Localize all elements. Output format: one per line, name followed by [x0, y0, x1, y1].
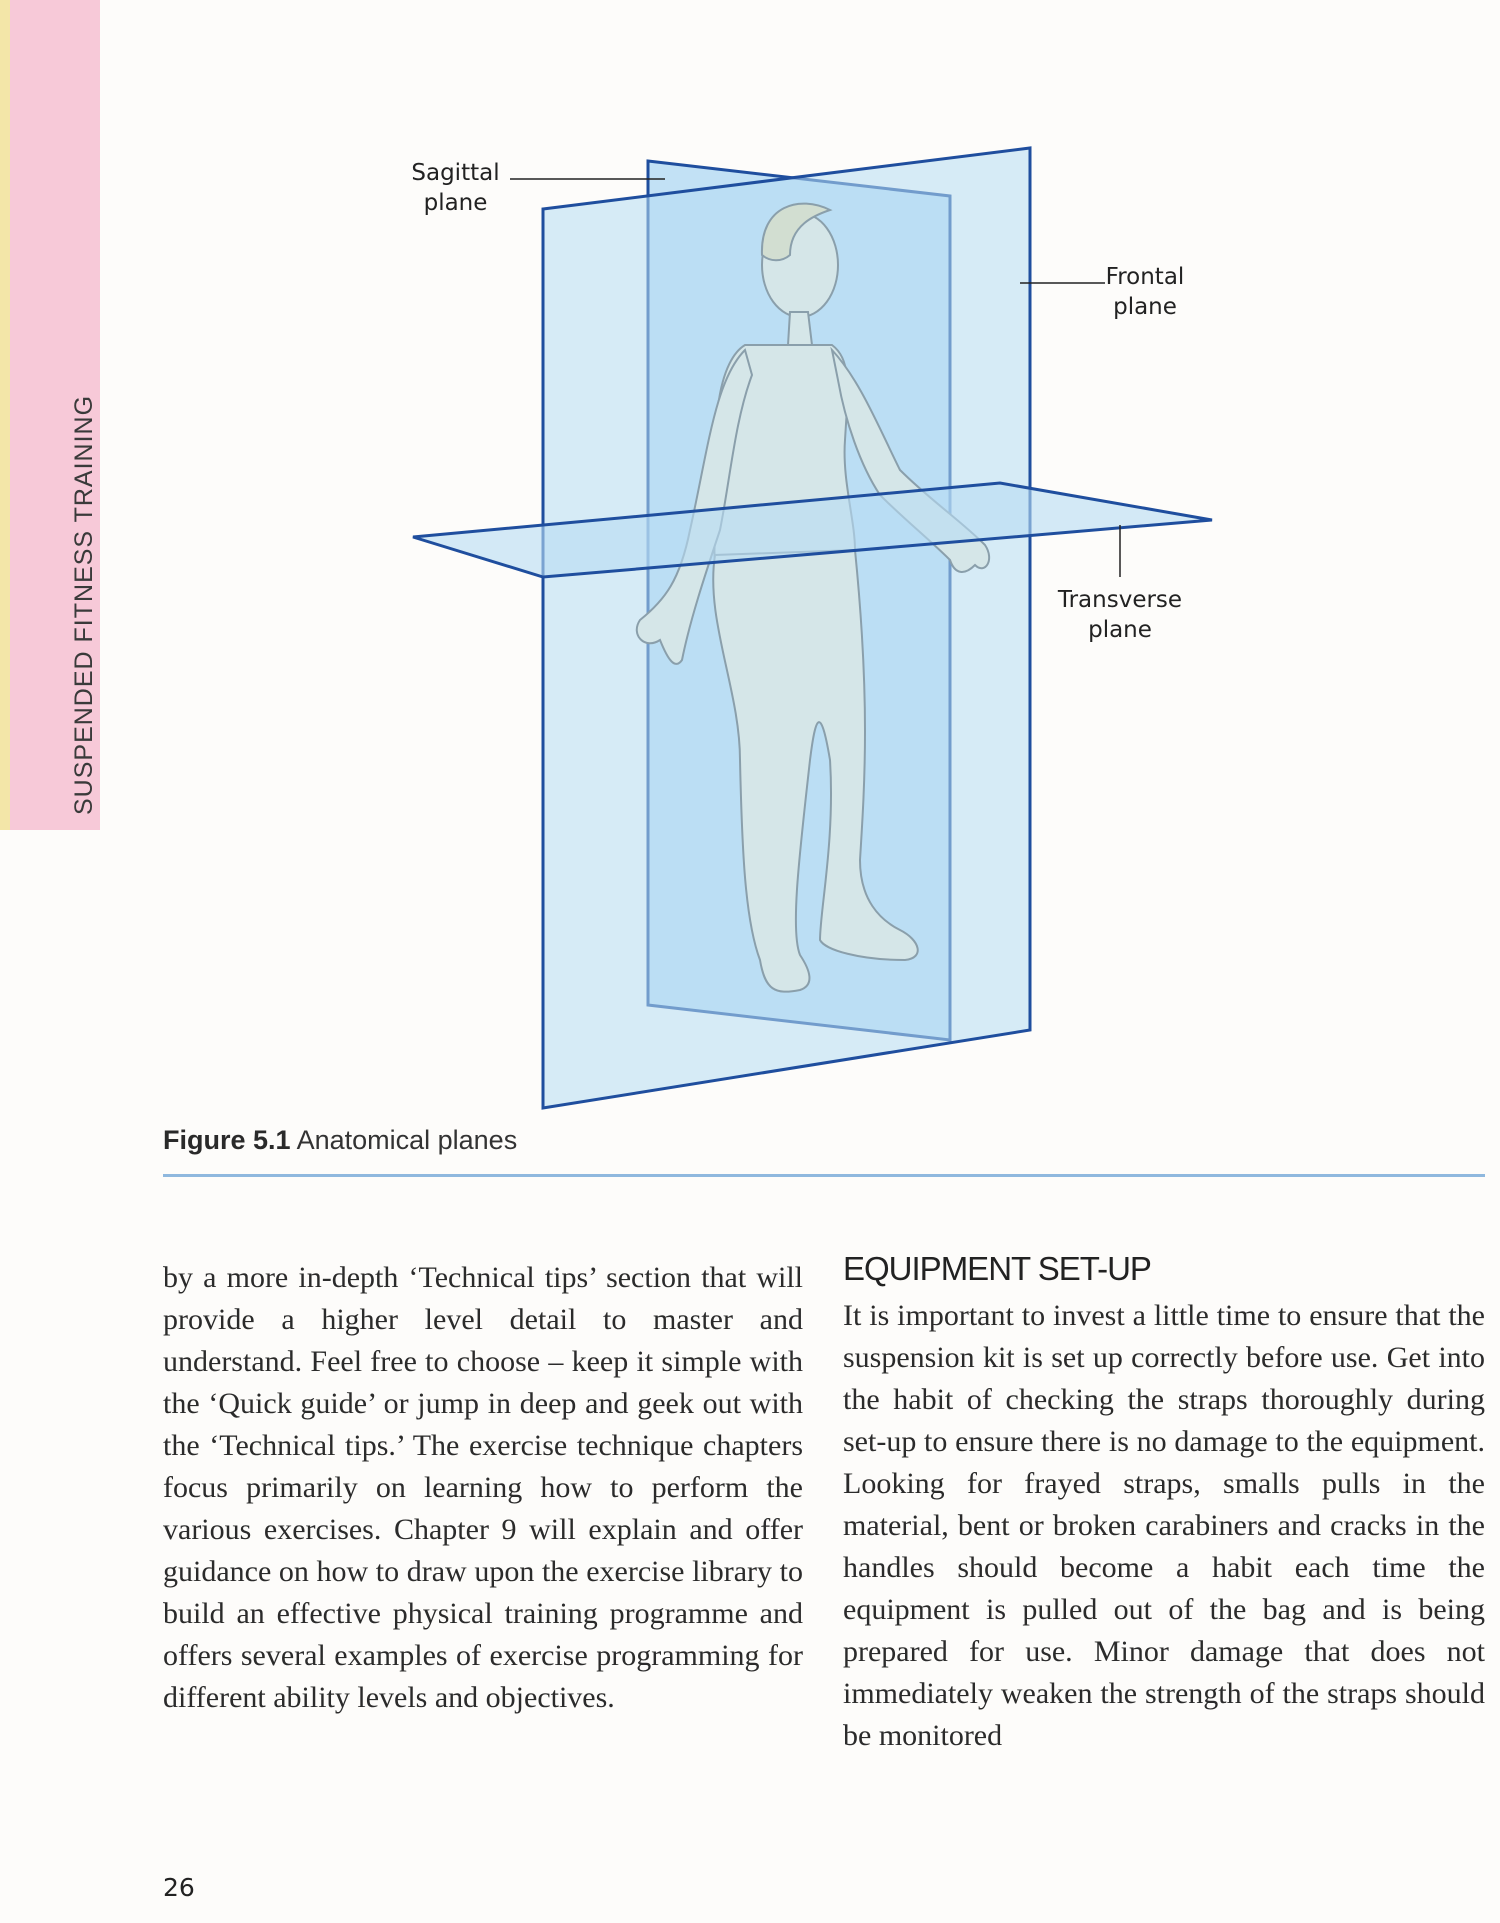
right-column-text: It is important to invest a little time to ensure that the suspension kit is set up correctly before use. Get into the habit of checking the straps thoroughly during set-up to ensure there is no damage to the equipment. Looking for frayed straps, smalls pulls in the material, bent or broken carabiners and cracks in the handles should become a habit each time the equipment is pulled out of the bag and is being prepared for use. Minor damage that does not immediately weaken the strength of the straps should be monitored	[843, 1299, 1485, 1752]
figure-caption-text: Anatomical planes	[296, 1125, 518, 1155]
left-column-text: by a more in-depth ‘Technical tips’ section that will provide a higher level detail to master and understand. Feel free to choose – keep it simple with the ‘Quick guide’ or jump in deep and geek out with the ‘Technical tips.’ The exercise technique chapters focus primarily on learning how to perform the various exercises. Chapter 9 will explain and offer guidance on how to draw upon the exercise library to build an effective physical training programme and offers several examples of exercise programming for different ability levels and objectives.	[163, 1261, 803, 1714]
sagittal-plane-label: Sagittal plane	[411, 160, 500, 216]
figure-caption	[163, 1125, 517, 1156]
section-running-head: SUSPENDED FITNESS TRAINING	[70, 394, 98, 815]
caption-divider	[163, 1174, 1485, 1177]
frontal-plane-label: Frontal plane	[1105, 264, 1185, 320]
frontal-plane	[543, 148, 1030, 1108]
section-heading: EQUIPMENT SET-UP	[843, 1250, 1151, 1287]
transverse-plane-label: Transverse plane	[1057, 587, 1183, 643]
figure-number: Figure 5.1	[163, 1125, 291, 1155]
page-number: 26	[163, 1873, 195, 1902]
